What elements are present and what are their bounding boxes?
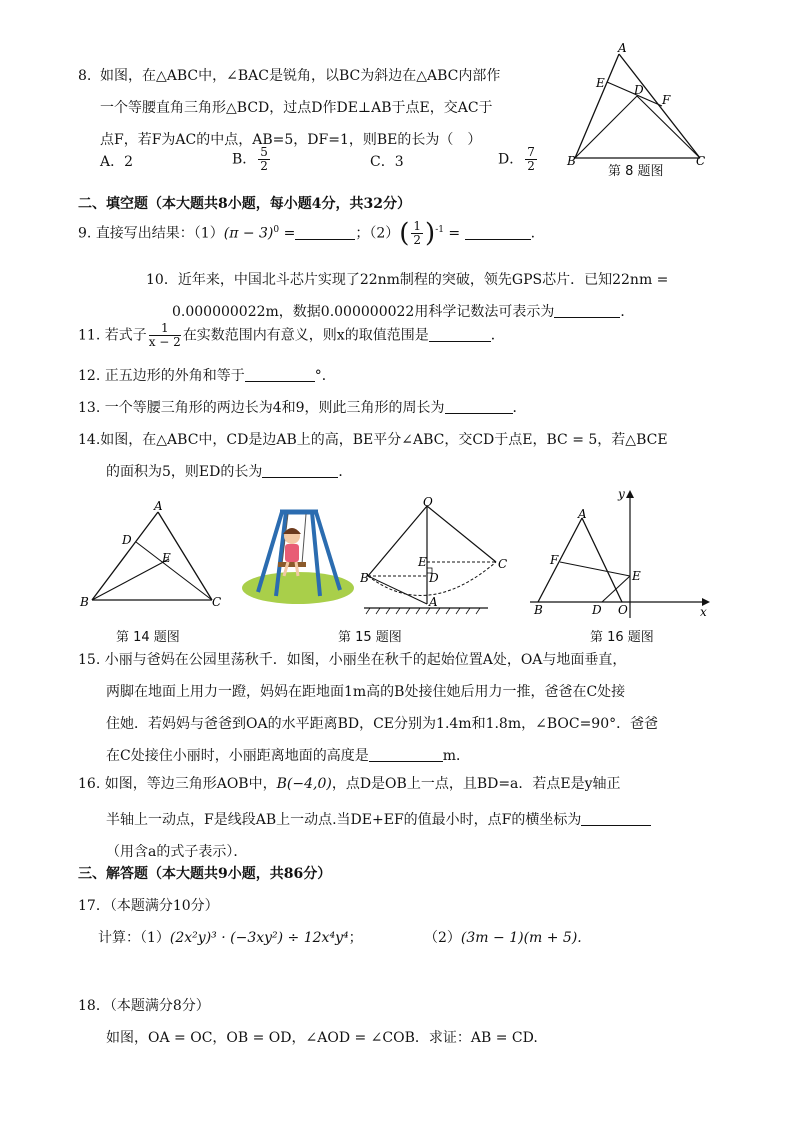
figure-q16 bbox=[526, 486, 712, 620]
svg-text:B: B bbox=[80, 595, 89, 609]
figure-q15 bbox=[360, 496, 520, 618]
svg-text:E: E bbox=[162, 551, 171, 565]
figure-q8-caption: 第 8 题图 bbox=[608, 164, 664, 179]
svg-text:A: A bbox=[578, 507, 587, 521]
svg-text:O: O bbox=[423, 496, 433, 509]
q8-option-d: D． $\frac{7}{2}$ bbox=[498, 145, 535, 173]
svg-text:x: x bbox=[700, 605, 707, 619]
q18-text: 如图，OA = OC，OB = OD，∠AOD = ∠COB．求证：AB = CD. bbox=[106, 1030, 538, 1046]
q15-line4: 在C处接住小丽时，小丽距离地面的高度是 m． bbox=[106, 748, 470, 764]
figure-q14-caption: 第 14 题图 bbox=[116, 630, 180, 645]
svg-text:F: F bbox=[550, 553, 559, 567]
figure-q16-caption: 第 16 题图 bbox=[590, 630, 654, 645]
q17-expression-2: （2）(3m − 1)(m + 5). bbox=[424, 930, 582, 946]
svg-text:C: C bbox=[212, 595, 222, 609]
svg-text:D: D bbox=[122, 533, 132, 547]
q10-line1: 10．近年来，中国北斗芯片实现了22nm制程的突破，领先GPS芯片．已知22nm = bbox=[146, 272, 669, 288]
svg-text:F: F bbox=[662, 93, 671, 107]
figure-q8 bbox=[562, 42, 722, 172]
q8-line3: 点F，若F为AC的中点，AB=5，DF=1，则BE的长为（ ） bbox=[100, 132, 482, 148]
svg-text:C: C bbox=[498, 557, 508, 571]
q15-line1: 15. 小丽与爸妈在公园里荡秋千．如图，小丽坐在秋千的起始位置A处，OA与地面垂直， bbox=[78, 652, 627, 668]
svg-text:E: E bbox=[418, 555, 427, 569]
svg-text:D: D bbox=[429, 571, 439, 585]
q14-line1: 14.如图，在△ABC中，CD是边AB上的高，BE平分∠ABC，交CD于点E，BC = 5，若△BCE bbox=[78, 432, 668, 448]
q9: 9. 直接写出结果：$(1)(\pi - 3)^0$ = ；（2）( $\frac{1}{2}$ )$^{-1}$ = . bbox=[78, 218, 536, 249]
q16-line2: 半轴上一动点，F是线段AB上一动点.当DE+EF的值最小时，点F的横坐标为 bbox=[106, 810, 651, 830]
svg-text:E: E bbox=[632, 569, 641, 583]
svg-text:B: B bbox=[534, 603, 543, 617]
svg-text:B: B bbox=[360, 571, 369, 585]
q14-line2: 的面积为5，则ED的长为 ． bbox=[106, 464, 353, 480]
q10-line2: 0.000000022m，数据0.000000022用科学记数法可表示为 ． bbox=[172, 304, 635, 320]
q16-line3: （用含a的式子表示）． bbox=[106, 844, 248, 860]
svg-text:O: O bbox=[618, 603, 628, 617]
svg-text:B: B bbox=[567, 154, 576, 168]
q8-option-b: B． $\frac{5}{2}$ bbox=[232, 145, 268, 173]
figure-q15-caption: 第 15 题图 bbox=[338, 630, 402, 645]
q11: 11. 若式子 $\frac{1}{x - 2}$ 在实数范围内有意义，则x的取值范围是 ． bbox=[78, 321, 505, 349]
svg-text:E: E bbox=[596, 76, 605, 90]
q8-line1: 如图，在△ABC中，∠BAC是锐角，以BC为斜边在△ABC内部作 bbox=[100, 68, 501, 84]
svg-text:C: C bbox=[696, 154, 706, 168]
q8-number: 8. bbox=[78, 68, 92, 84]
q8-option-a: A．2 bbox=[100, 154, 134, 170]
svg-text:A: A bbox=[154, 499, 163, 513]
q15-line3: 住她．若妈妈与爸爸到OA的水平距离BD，CE分别为1.4m和1.8m，∠BOC=90°．爸爸 bbox=[106, 716, 659, 732]
q18-heading: 18．（本题满分8分） bbox=[78, 998, 210, 1014]
figure-q14 bbox=[78, 498, 238, 618]
section-2-heading: 二、填空题（本大题共8小题，每小题4分，共32分） bbox=[78, 196, 411, 212]
q13: 13. 一个等腰三角形的两边长为4和9，则此三角形的周长为 ． bbox=[78, 400, 527, 416]
section-3-heading: 三、解答题（本大题共9小题，共86分） bbox=[78, 866, 332, 882]
q12: 12. 正五边形的外角和等于 °． bbox=[78, 368, 336, 384]
q15-line2: 两脚在地面上用力一蹬，妈妈在距地面1m高的B处接住她后用力一推，爸爸在C处接 bbox=[106, 684, 626, 700]
q17-expressions: 计算：（1）(2x²y)³ · (−3xy²) ÷ 12x⁴y⁴； bbox=[98, 930, 363, 946]
svg-text:A: A bbox=[618, 42, 627, 55]
q16-line1: 16. 如图，等边三角形AOB中，B(−4,0)，点D是OB上一点，且BD=a．若点E是y轴正 bbox=[78, 776, 621, 792]
q17-heading: 17．（本题满分10分） bbox=[78, 898, 219, 914]
swing-illustration bbox=[236, 500, 360, 612]
svg-text:D: D bbox=[634, 83, 644, 97]
q8-option-c: C．3 bbox=[370, 154, 404, 170]
svg-text:D: D bbox=[592, 603, 602, 617]
svg-text:A: A bbox=[429, 595, 438, 609]
svg-text:y: y bbox=[618, 487, 625, 501]
q8-line2: 一个等腰直角三角形△BCD，过点D作DE⊥AB于点E，交AC于 bbox=[100, 100, 493, 116]
